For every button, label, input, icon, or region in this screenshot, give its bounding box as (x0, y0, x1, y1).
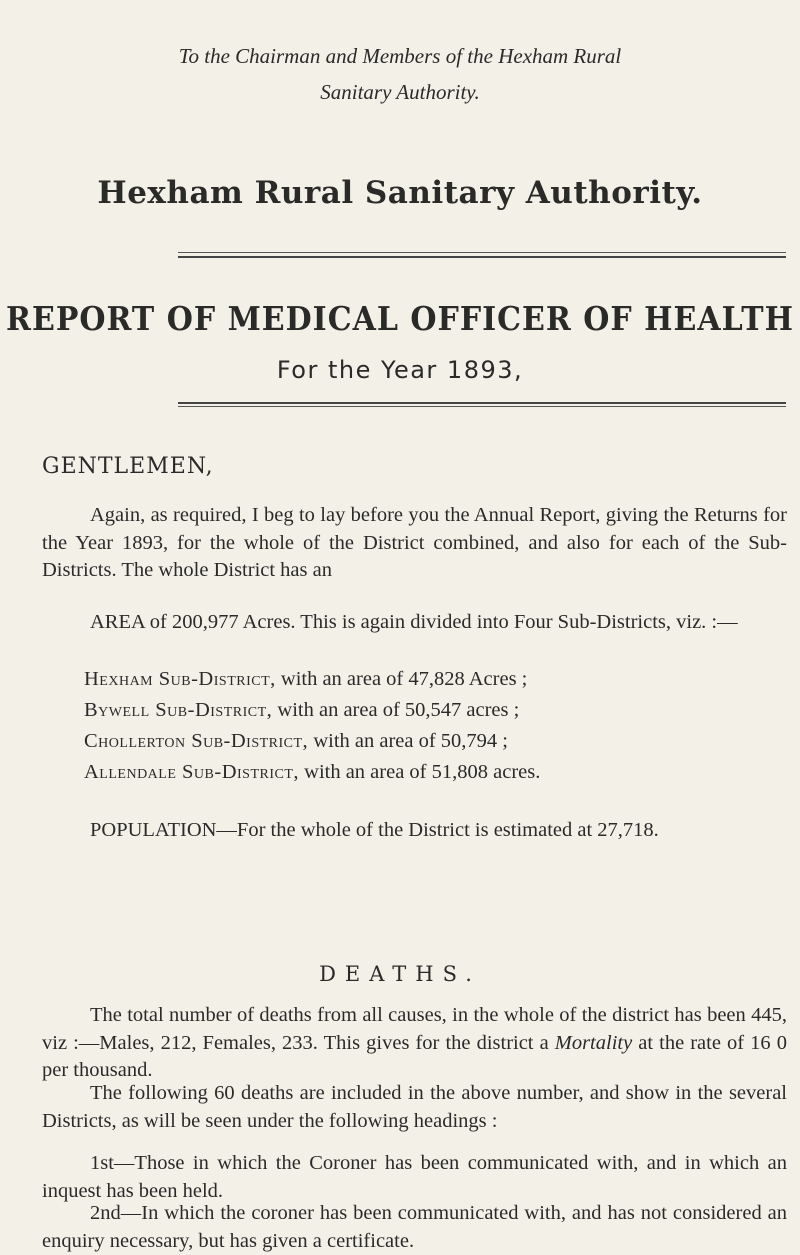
heading-first-text: 1st—Those in which the Coroner has been communicated with, and in which an inquest has been held. (42, 1152, 787, 1202)
mortality-term: Mortality (554, 1031, 633, 1054)
heading-first (42, 1150, 787, 1205)
top-rule (178, 252, 786, 253)
address-line-1: To the Chairman and Members of the Hexham Rural (178, 44, 622, 68)
sub-district-item (84, 728, 789, 754)
deaths-text-2: The following 60 deaths are included in the above number, and show in the several Districts, as will be seen under the following headings : (42, 1082, 787, 1132)
salutation: GENTLEMEN, (42, 454, 214, 479)
sub-district-detail: with an area of 47,828 Acres ; (280, 668, 528, 690)
population-paragraph (42, 817, 787, 845)
deaths-paragraph-1 (42, 1002, 787, 1085)
sub-district-name: Chollerton Sub-District, (84, 730, 309, 752)
sub-district-detail: with an area of 51,808 acres. (304, 761, 541, 783)
report-title: REPORT OF MEDICAL OFFICER OF HEALTH (6, 300, 794, 339)
sub-district-name: Bywell Sub-District, (84, 699, 273, 721)
sub-district-name: Allendale Sub-District, (84, 761, 300, 783)
report-year: For the Year 1893, (276, 356, 524, 384)
sub-district-item (84, 759, 789, 785)
sub-district-name: Hexham Sub-District, (84, 668, 276, 690)
bottom-rule (178, 406, 786, 407)
heading-second-text: 2nd—In which the coroner has been communicated with, and has not considered an enquiry necessary, but has given a certificate. (42, 1202, 787, 1252)
area-text: AREA of 200,977 Acres. This is again divided into Four Sub-Districts, viz. :— (90, 611, 738, 633)
heading-second (42, 1200, 787, 1255)
intro-text: Again, as required, I beg to lay before you the Annual Report, giving the Returns for the Year 1893, for the whole of the District combined, and also for each of the Sub-Districts. The whole District has an (42, 504, 787, 581)
authority-title: Hexham Rural Sanitary Authority. (97, 175, 703, 211)
sub-district-detail: with an area of 50,794 ; (313, 730, 509, 752)
deaths-text-1-end: at the rate of 16 0 per thousand. (42, 1031, 787, 1081)
intro-paragraph (42, 502, 787, 585)
sub-district-detail: with an area of 50,547 acres ; (277, 699, 520, 721)
address-line-2: Sanitary Authority. (320, 80, 480, 104)
sub-district-item (84, 697, 789, 723)
area-paragraph (42, 609, 787, 637)
bottom-rule-thick (178, 402, 786, 404)
deaths-heading: DEATHS. (319, 962, 481, 986)
top-rule-thick (178, 256, 786, 258)
deaths-paragraph-2 (42, 1080, 787, 1135)
population-text: POPULATION—For the whole of the District is estimated at 27,718. (90, 819, 659, 841)
sub-district-item (84, 666, 789, 692)
deaths-text-1: The total number of deaths from all causes, in the whole of the district has been 445, viz :—Males, 212, Females, 233. This gives for the district a (42, 1004, 787, 1054)
